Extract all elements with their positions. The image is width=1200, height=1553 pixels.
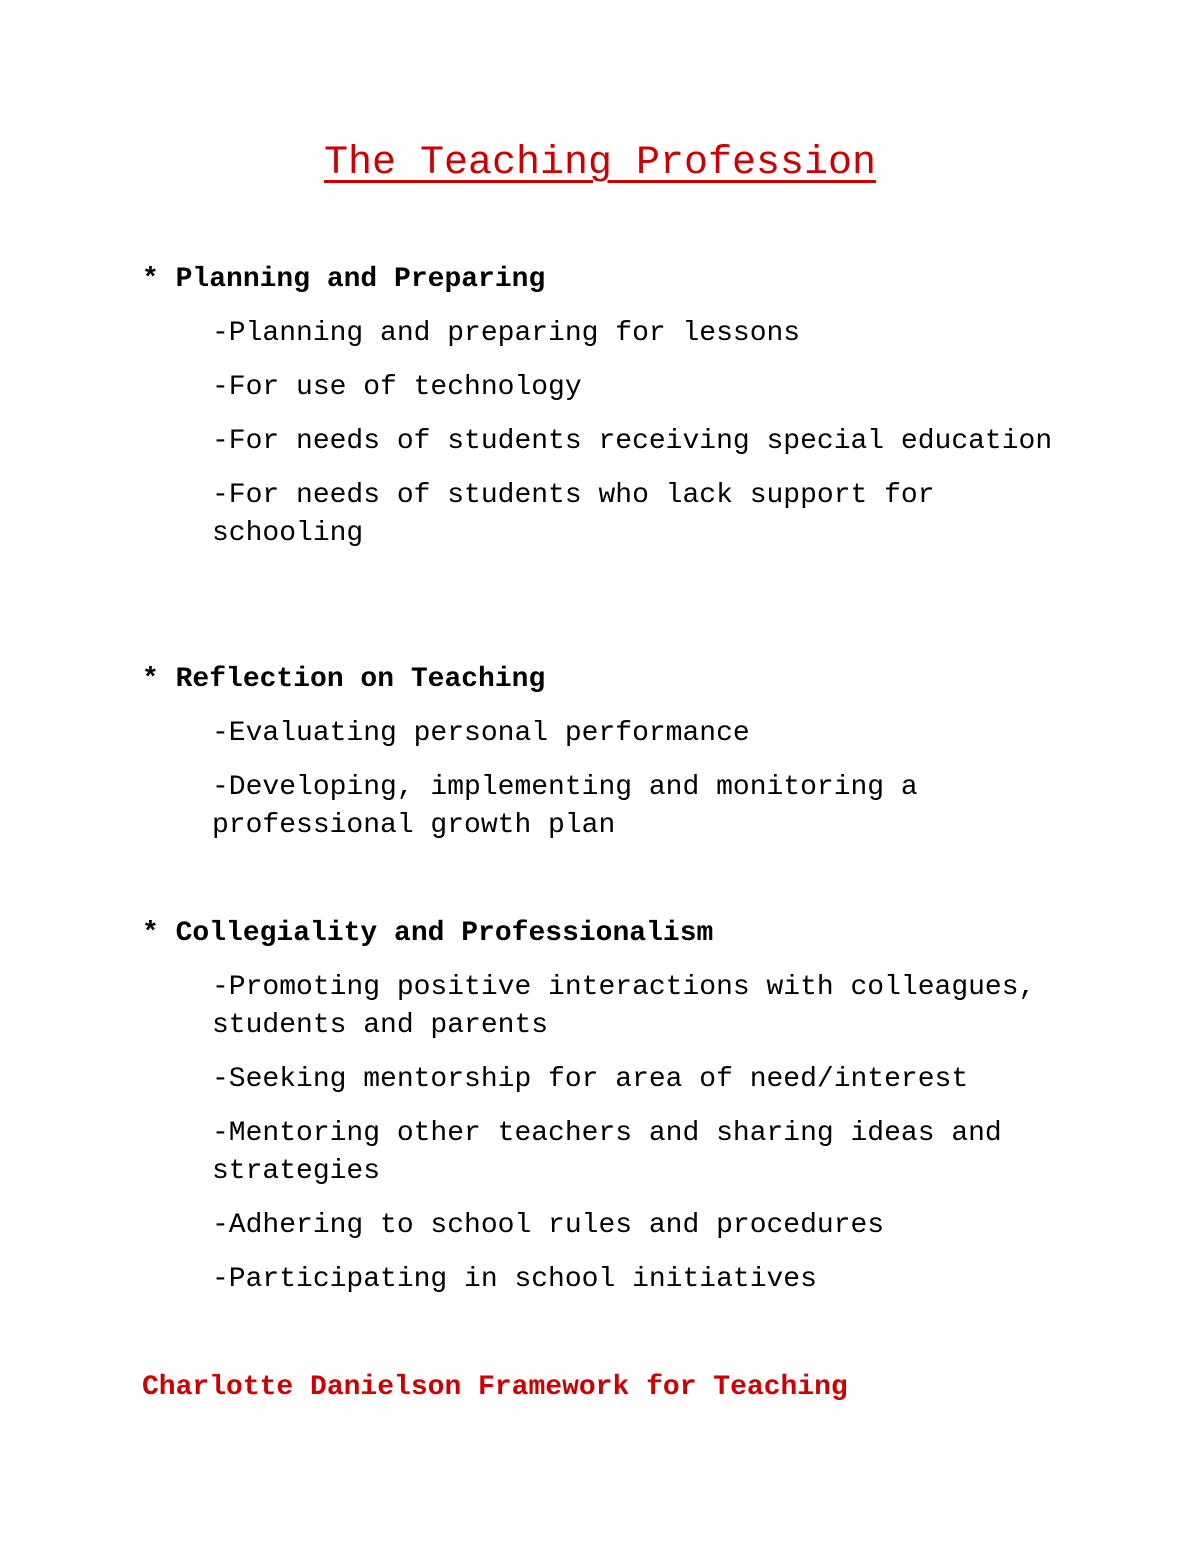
framework-attribution: Charlotte Danielson Framework for Teaching xyxy=(142,1372,848,1403)
section-heading: * Collegiality and Professionalism xyxy=(142,918,714,949)
list-item: -Adhering to school rules and procedures xyxy=(212,1210,885,1241)
section-heading: * Planning and Preparing xyxy=(142,264,546,295)
page-title: The Teaching Profession xyxy=(323,141,877,186)
list-item: -Participating in school initiatives xyxy=(212,1264,817,1295)
section-collegiality-and-professionalism xyxy=(142,915,1102,1315)
list-item: -Seeking mentorship for area of need/interest xyxy=(212,1064,969,1095)
bullet-list xyxy=(142,715,1102,845)
bullet-list xyxy=(142,315,1102,553)
list-item: -For use of technology xyxy=(212,372,582,403)
list-item: -Developing, implementing and monitoring a professional growth plan xyxy=(212,772,918,841)
bullet-list xyxy=(142,969,1102,1299)
list-item: -Promoting positive interactions with colleagues, students and parents xyxy=(212,972,1036,1041)
list-item: -Mentoring other teachers and sharing ideas and strategies xyxy=(212,1118,1002,1187)
section-heading: * Reflection on Teaching xyxy=(142,664,546,695)
list-item: -For needs of students receiving special education xyxy=(212,426,1053,457)
section-planning-and-preparing xyxy=(142,261,1102,569)
list-item: -Evaluating personal performance xyxy=(212,718,750,749)
list-item: -For needs of students who lack support for schooling xyxy=(212,480,935,549)
list-item: -Planning and preparing for lessons xyxy=(212,318,801,349)
section-reflection-on-teaching xyxy=(142,661,1102,861)
